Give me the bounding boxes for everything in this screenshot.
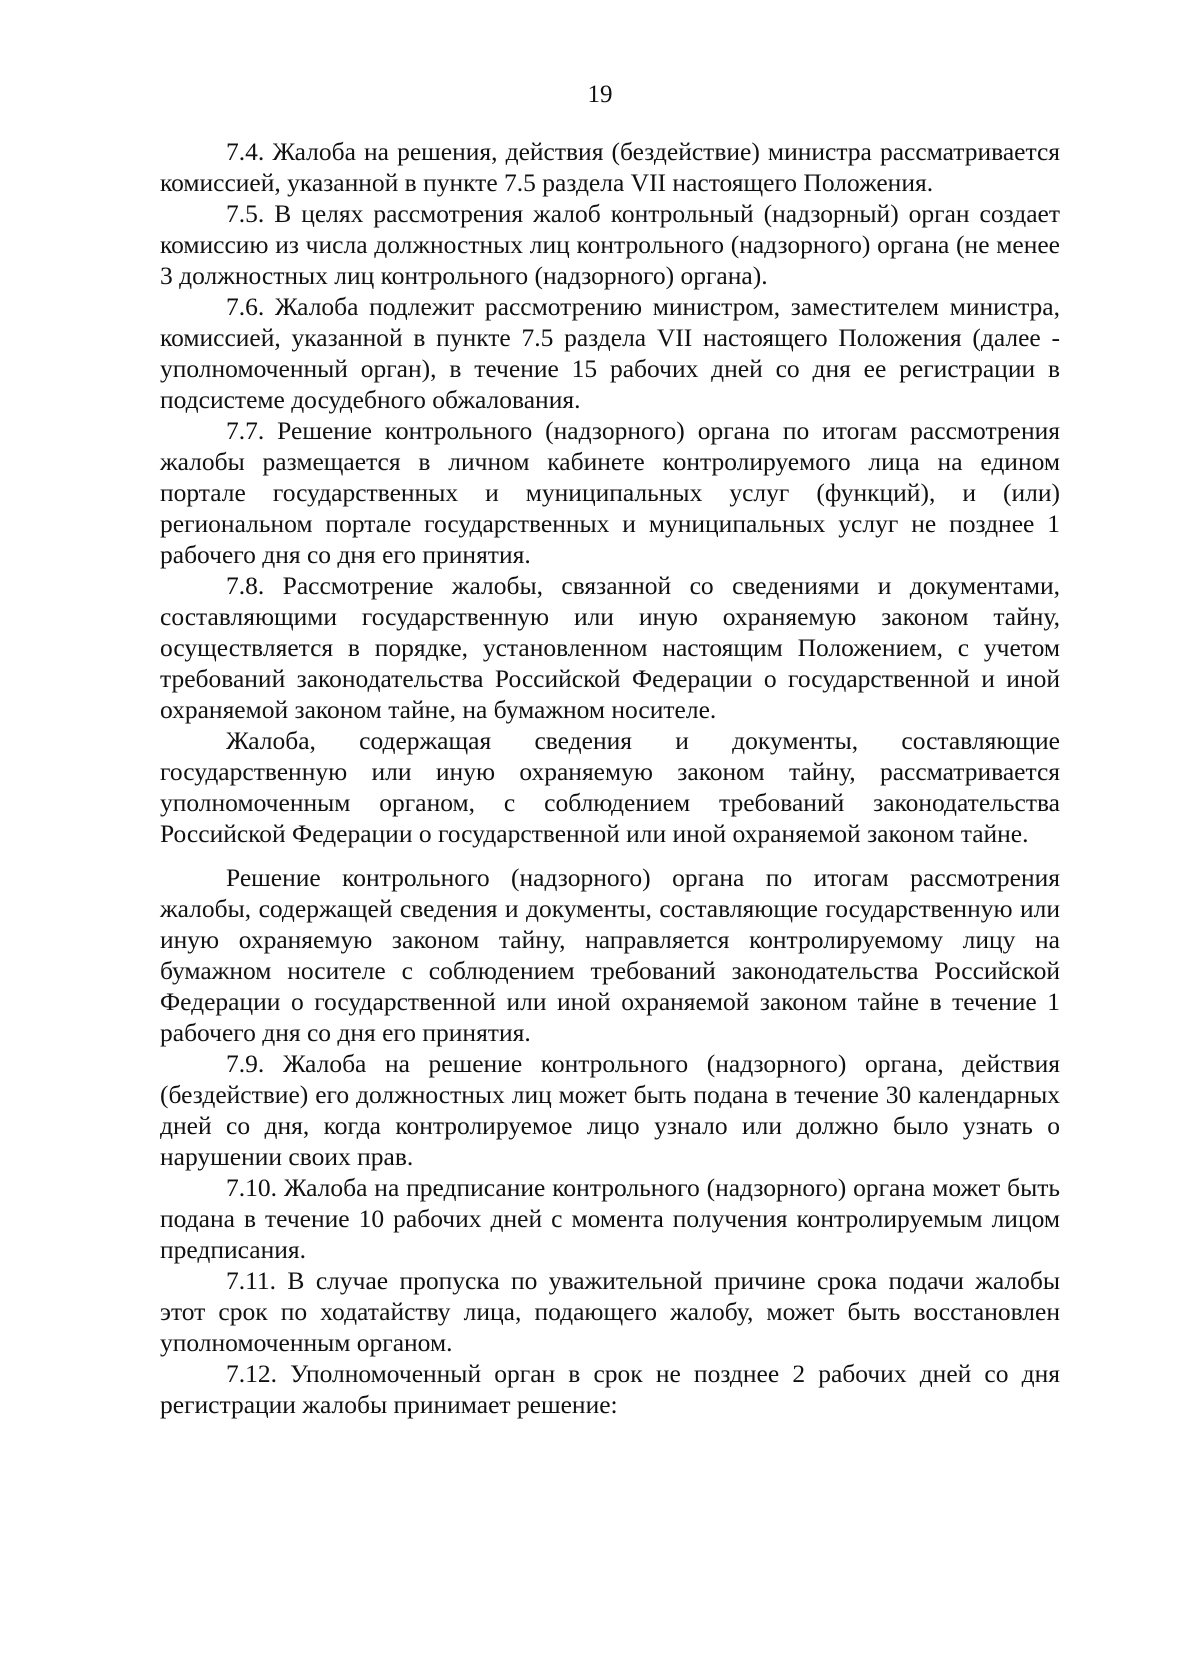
page-number: 19	[587, 81, 613, 108]
paragraph-7-11: 7.11. В случае пропуска по уважительной причине срока подачи жалобы этот срок по ходатайству лица, подающего жалобу, может быть восстановлен уполномоченным органом.	[160, 1266, 1060, 1357]
paragraph-7-8-secret-complaint: Жалоба, содержащая сведения и документы, составляющие государственную или иную охраняемую законом тайну, рассматривается уполномоченным органом, с соблюдением требований законодательства Российской Федерации о государственной или иной охраняемой законом тайне.	[160, 726, 1060, 848]
paragraph-7-5: 7.5. В целях рассмотрения жалоб контрольный (надзорный) орган создает комиссию из числа должностных лиц контрольного (надзорного) органа (не менее 3 должностных лиц контрольного (надзорного) органа).	[160, 199, 1060, 290]
paragraph-7-8-secret-decision: Решение контрольного (надзорного) органа по итогам рассмотрения жалобы, содержащей сведения и документы, составляющие государственную или иную охраняемую законом тайну, направляется контролируемому лицу на бумажном носителе с соблюдением требований законодательства Российской Федерации о государственной или иной охраняемой законом тайне в течение 1 рабочего дня со дня его принятия.	[160, 863, 1060, 1047]
paragraph-7-7: 7.7. Решение контрольного (надзорного) органа по итогам рассмотрения жалобы размещается в личном кабинете контролируемого лица на едином портале государственных и муниципальных услуг (функций), и (или) региональном портале государственных и муниципальных услуг не позднее 1 рабочего дня со дня его принятия.	[160, 416, 1060, 569]
paragraph-7-9: 7.9. Жалоба на решение контрольного (надзорного) органа, действия (бездействие) его должностных лиц может быть подана в течение 30 календарных дней со дня, когда контролируемое лицо узнало или должно было узнать о нарушении своих прав.	[160, 1049, 1060, 1171]
document-body	[160, 136, 1060, 1420]
paragraph-7-4: 7.4. Жалоба на решения, действия (бездействие) министра рассматривается комиссией, указанной в пункте 7.5 раздела VII настоящего Положения.	[160, 137, 1060, 197]
paragraph-7-8: 7.8. Рассмотрение жалобы, связанной со сведениями и документами, составляющими государственную или иную охраняемую законом тайну, осуществляется в порядке, установленном настоящим Положением, с учетом требований законодательства Российской Федерации о государственной и иной охраняемой законом тайне, на бумажном носителе.	[160, 571, 1060, 724]
paragraph-7-10: 7.10. Жалоба на предписание контрольного (надзорного) органа может быть подана в течение 10 рабочих дней с момента получения контролируемым лицом предписания.	[160, 1173, 1060, 1264]
paragraph-7-12: 7.12. Уполномоченный орган в срок не позднее 2 рабочих дней со дня регистрации жалобы принимает решение:	[160, 1359, 1060, 1419]
paragraph-7-6: 7.6. Жалоба подлежит рассмотрению министром, заместителем министра, комиссией, указанной в пункте 7.5 раздела VII настоящего Положения (далее - уполномоченный орган), в течение 15 рабочих дней со дня ее регистрации в подсистеме досудебного обжалования.	[160, 292, 1060, 414]
